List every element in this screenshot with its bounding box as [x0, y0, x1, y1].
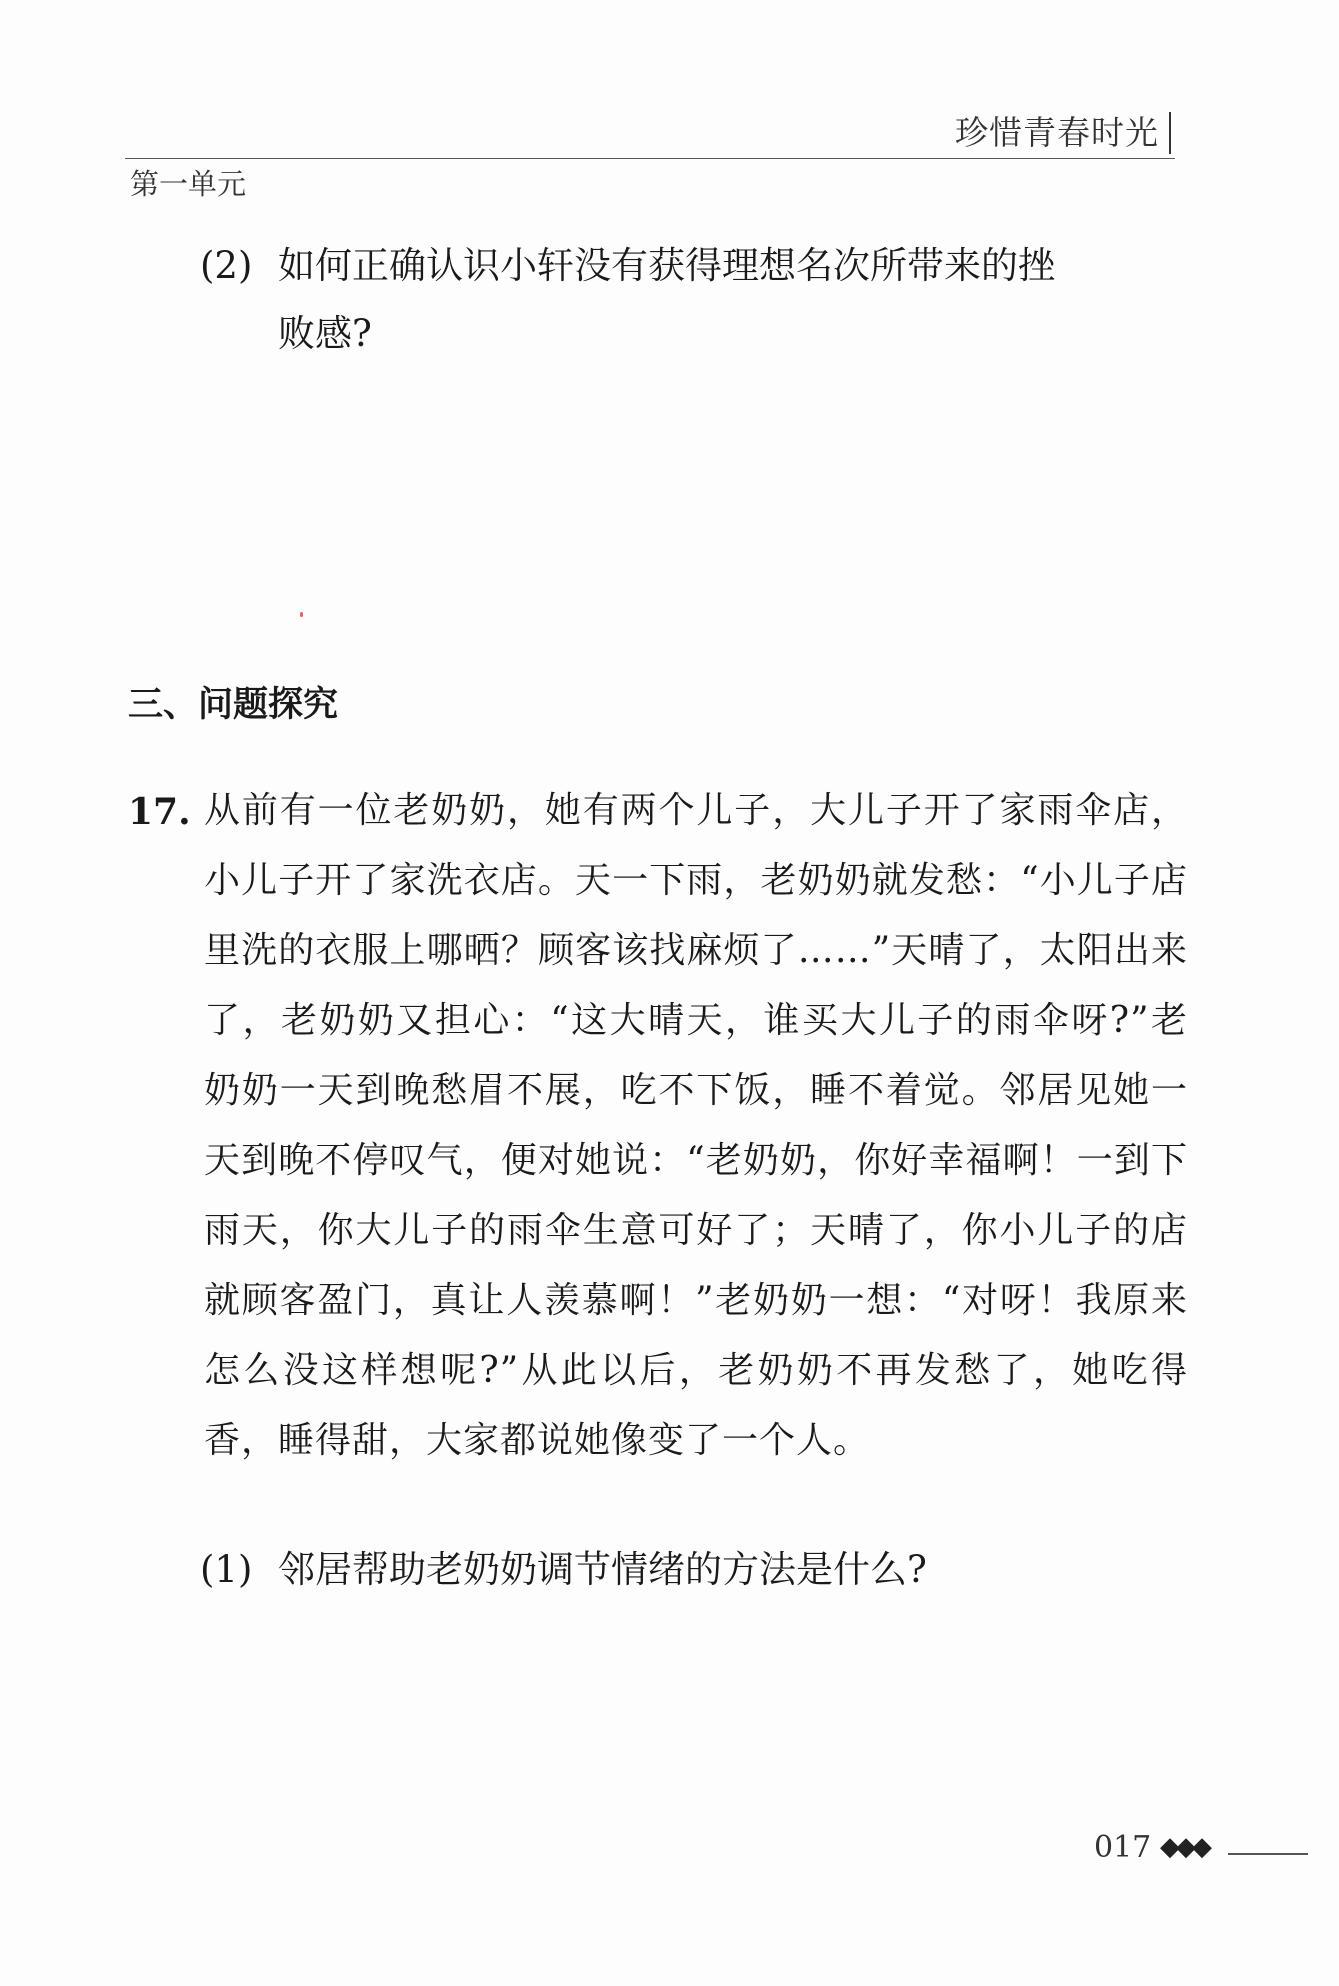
subquestion-2-number: (2)	[200, 244, 253, 287]
section-heading: 三、问题探究	[128, 685, 339, 725]
subquestion-1-number: (1)	[200, 1548, 253, 1591]
footer-rule	[1228, 1853, 1308, 1855]
unit-label: 第一单元	[130, 167, 247, 201]
question-text: 从前有一位老奶奶，她有两个儿子，大儿子开了家雨伞店，小儿子开了家洗衣店。天一下雨，老奶奶就发愁：“小儿子店里洗的衣服上哪晒？顾客该找麻烦了……”天晴了，太阳出来了，老奶奶又担心：“这大晴天，谁买大儿子的雨伞呀?”老奶奶一天到晚愁眉不展，吃不下饭，睡不着觉。邻居见她一天到晚不停叹气，便对她说：“老奶奶，你好幸福啊！一到下雨天，你大儿子的雨伞生意可好了；天晴了，你小儿子的店就顾客盈门，真让人羡慕啊！”老奶奶一想：“对呀！我原来怎么没这样想呢?”从此以后，老奶奶不再发愁了，她吃得香，睡得甜，大家都说她像变了一个人。	[204, 790, 1188, 1461]
stray-mark	[300, 612, 303, 617]
subquestion-2-line2: 败感?	[278, 312, 372, 355]
question-number: 17.	[128, 791, 191, 833]
subquestion-2	[200, 232, 1200, 368]
running-title: 珍惜青春时光	[955, 112, 1171, 154]
subquestion-2-line1	[200, 232, 1200, 300]
question-17-subquestion-1	[200, 1536, 1200, 1604]
page-number: 017	[1094, 1830, 1152, 1865]
subquestion-1-text: 邻居帮助老奶奶调节情绪的方法是什么?	[278, 1548, 927, 1591]
diamond-ornament-icon: ◆◆◆	[1160, 1832, 1208, 1862]
header-rule	[125, 158, 1175, 159]
question-17	[128, 776, 1188, 1476]
subquestion-2-text: 如何正确认识小轩没有获得理想名次所带来的挫	[278, 244, 1055, 287]
